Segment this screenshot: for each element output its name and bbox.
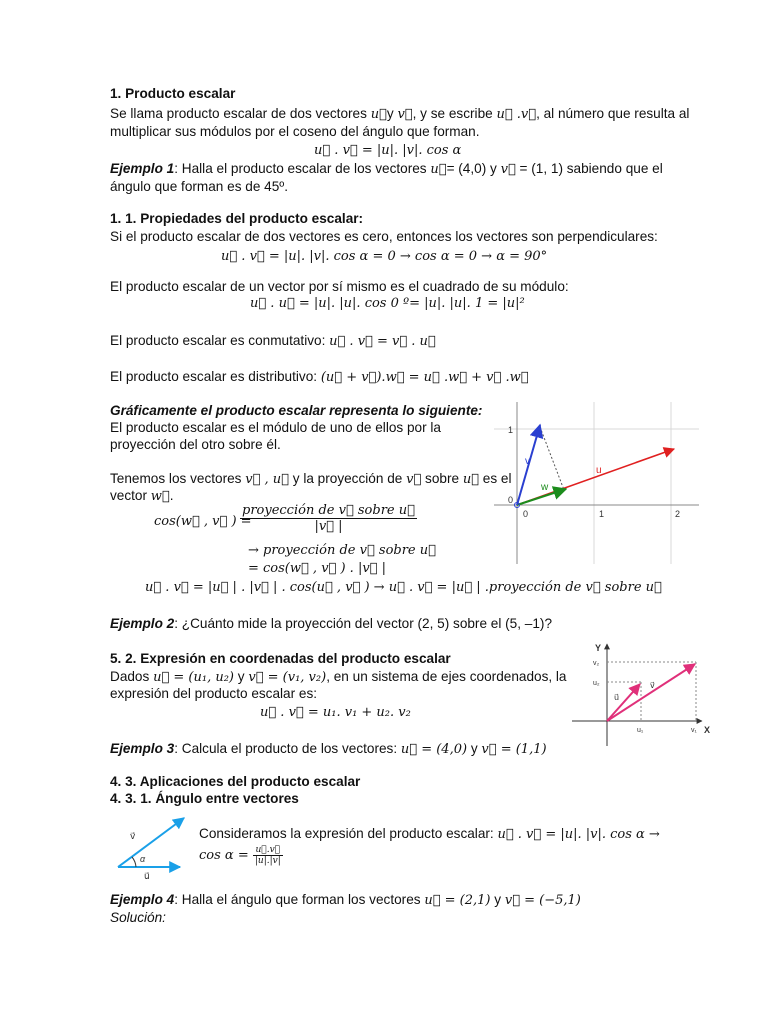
section-heading-4-3-1: 4. 3. 1. Ángulo entre vectores — [110, 791, 299, 806]
tick-x0: 0 — [523, 509, 529, 519]
coordinates-line-1: Dados u⃗ = (u₁, u₂) y v⃗ = (v₁, v₂), en un sistema de ejes coordenados, la — [110, 669, 567, 685]
tick-v1: v₁ — [691, 727, 697, 734]
property-perpendicular-text: Si el producto escalar de dos vectores es cero, entonces los vectores son perpendiculares: — [110, 229, 658, 244]
label-v: v — [525, 456, 530, 467]
example-4: Ejemplo 4: Halla el ángulo que forman los vectores u⃗ = (2,1) y v⃗ = (−5,1) — [110, 892, 581, 908]
property-distributive: El producto escalar es distributivo: (u⃗ + v⃗).w⃗ = u⃗ .w⃗ + v⃗ .w⃗ — [110, 369, 529, 385]
label-u: u — [596, 465, 602, 476]
label-v: v⃗ — [650, 681, 655, 690]
label-u: u⃗ — [614, 693, 620, 702]
projection-dotted-line — [540, 427, 564, 490]
angle-line-1: Consideramos la expresión del producto escalar: u⃗ . v⃗ = |u|. |v|. cos α → — [199, 826, 660, 842]
solution-label: Solución: — [110, 910, 166, 925]
section-heading-5-2: 5. 2. Expresión en coordenadas del producto escalar — [110, 651, 451, 666]
tick-u2: u₂ — [593, 680, 600, 687]
label-u: u⃗ — [144, 871, 150, 881]
coordinates-line-2: expresión del producto escalar es: — [110, 686, 318, 701]
formula-long: u⃗ . v⃗ = |u⃗ | . |v⃗ | . cos(u⃗ , v⃗ ) → u⃗ . v⃗ = |u⃗ | .proyección de v⃗ sobre u⃗ — [145, 580, 662, 595]
vector-v-arrow — [607, 664, 695, 721]
section-heading-4-3: 4. 3. Aplicaciones del producto escalar — [110, 774, 361, 789]
projection-arrow: → proyección de v⃗ sobre u⃗ — [248, 543, 436, 558]
projection-equals: = cos(w⃗ , v⃗ ) . |v⃗ | — [248, 561, 386, 576]
graphical-line-1: El producto escalar es el módulo de uno de ellos por la — [110, 420, 441, 435]
axis-y-label: Y — [595, 643, 602, 653]
angle-arc — [132, 857, 136, 867]
example-1: Ejemplo 1: Halla el producto escalar de los vectores u⃗= (4,0) y v⃗ = (1, 1) sabiendo que el — [110, 161, 663, 177]
tick-y1: 1 — [508, 425, 514, 435]
projection-diagram — [494, 402, 704, 567]
paragraph-definition-2: multiplicar sus módulos por el coseno del ángulo que forman. — [110, 124, 480, 139]
example-2: Ejemplo 2: ¿Cuánto mide la proyección del vector (2, 5) sobre el (5, –1)? — [110, 616, 553, 631]
graphical-line-4: vector w⃗. — [110, 488, 174, 504]
property-commutative: El producto escalar es conmutativo: u⃗ . v⃗ = v⃗ . u⃗ — [110, 333, 436, 349]
label-alpha: α — [140, 854, 146, 864]
graphical-line-2: proyección del otro sobre él. — [110, 437, 281, 452]
tick-u1: u₁ — [637, 727, 644, 734]
formula-perpendicular: u⃗ . v⃗ = |u|. |v|. cos α = 0 → cos α = 0 → α = 90° — [221, 249, 548, 264]
graphical-line-3: Tenemos los vectores v⃗ , u⃗ y la proyección de v⃗ sobre u⃗ es el — [110, 471, 512, 487]
angle-diagram — [112, 812, 192, 882]
cos-lhs: cos(w⃗ , v⃗ ) = — [154, 514, 252, 529]
tick-x1: 1 — [599, 509, 605, 519]
tick-origin: 0 — [508, 495, 514, 505]
tick-v2: v₂ — [593, 660, 600, 667]
label-v: v⃗ — [130, 831, 136, 841]
formula-square: u⃗ . u⃗ = |u|. |u|. cos 0 º= |u|. |u|. 1 = |u|² — [250, 296, 525, 311]
grid-lines — [494, 402, 699, 564]
section-heading-1: 1. Producto escalar — [110, 86, 236, 101]
angle-formula: cos α = $\frac{u⃗.v⃗}{|u|.|v|}$ — [199, 845, 281, 866]
label-w: w — [541, 482, 549, 493]
coordinates-diagram — [570, 638, 720, 750]
example-3: Ejemplo 3: Calcula el producto de los vectores: u⃗ = (4,0) y v⃗ = (1,1) — [110, 741, 547, 757]
property-square-text: El producto escalar de un vector por sí mismo es el cuadrado de su módulo: — [110, 279, 569, 294]
axis-x-label: X — [704, 725, 711, 735]
tick-x2: 2 — [675, 509, 681, 519]
cos-fraction: $\frac{\text{proyección de v⃗ sobre u⃗}}{|v⃗ |}$ — [242, 503, 415, 534]
graphical-heading: Gráficamente el producto escalar representa lo siguiente: — [110, 403, 483, 418]
paragraph-definition: Se llama producto escalar de dos vectores u⃗y v⃗, y se escribe u⃗ .v⃗, al número que resulta al — [110, 106, 690, 122]
section-heading-1-1: 1. 1. Propiedades del producto escalar: — [110, 211, 364, 226]
example-1-line-2: ángulo que forman es de 45º. — [110, 179, 289, 194]
formula-dot-product: u⃗ . v⃗ = |u|. |v|. cos α — [314, 143, 462, 158]
formula-coordinates: u⃗ . v⃗ = u₁. v₁ + u₂. v₂ — [260, 705, 411, 720]
vector-v-arrow — [118, 818, 184, 867]
